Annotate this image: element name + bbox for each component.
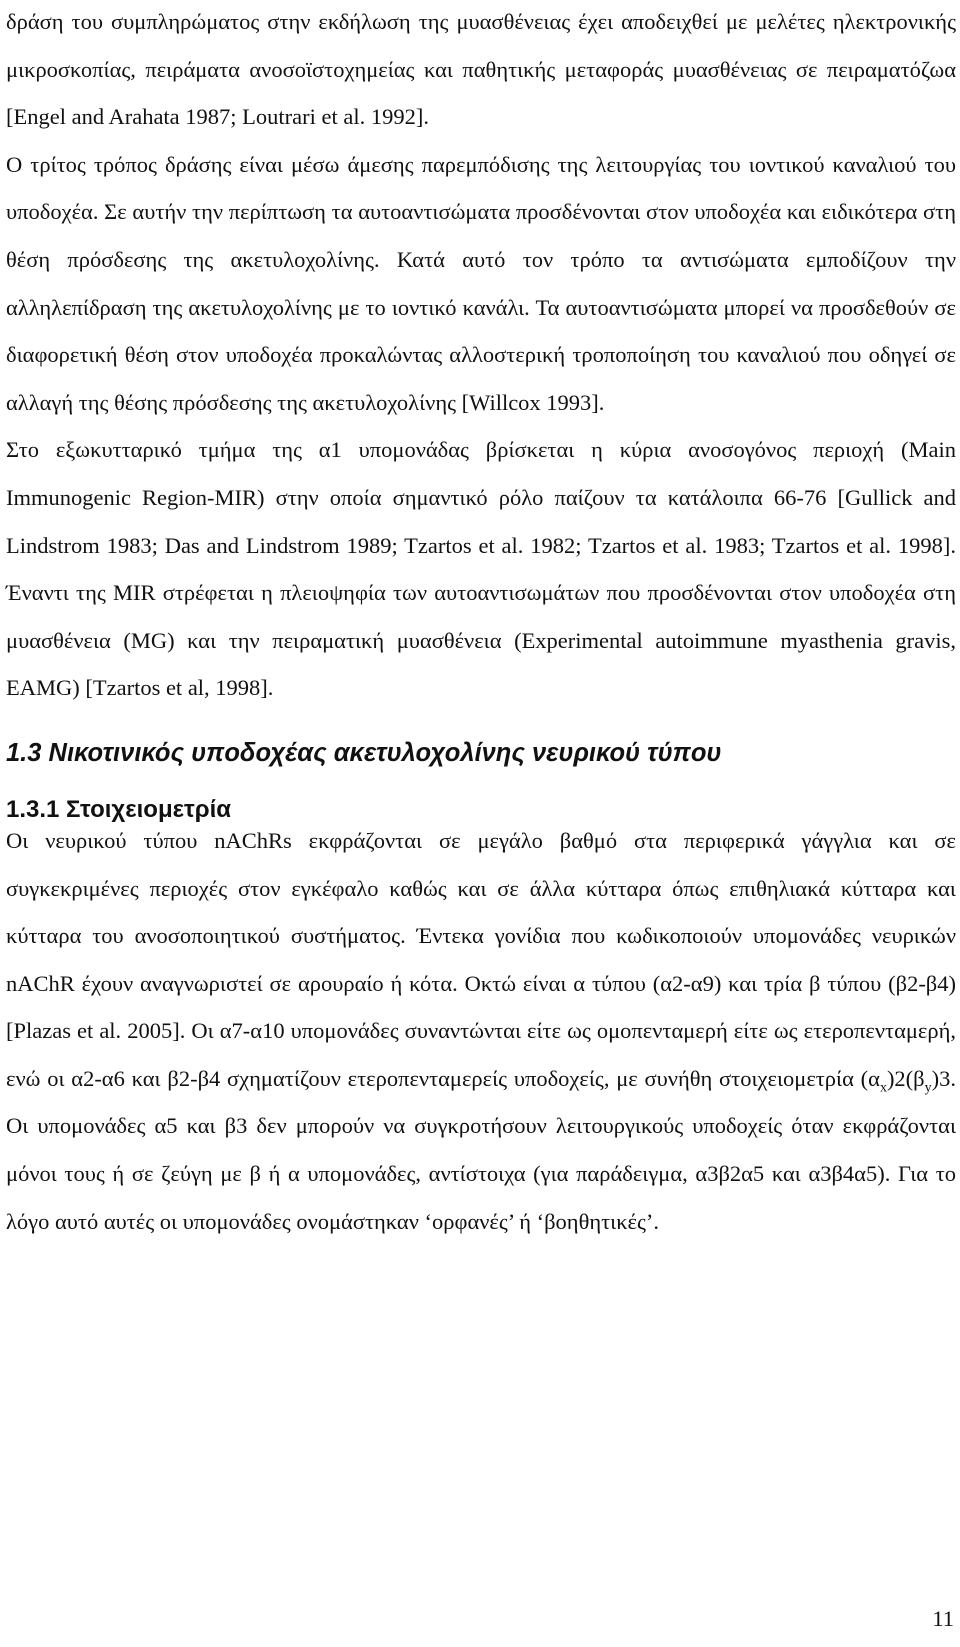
subscript-y: y	[924, 1080, 932, 1096]
page-number: 11	[932, 1606, 954, 1631]
paragraph-text-part: Οι νευρικού τύπου nAChRs εκφράζονται σε μεγάλο βαθμό στα περιφερικά γάγγλια και σε συγκεκριμένες περιοχές στον εγκέφαλο καθώς και σε άλλα κύτταρα όπως επιθηλιακά κύτταρα και κύτταρα του ανοσοποιητικού συστήματος. Έντεκα γονίδια που κωδικοποιούν υπομονάδες νευρικών nAChR έχουν αναγνωριστεί σε αρουραίο ή κότα. Οκτώ είναι α τύπου (α2-α9) και τρία β τύπου (β2-β4) [Plazas et al. 2005]. Οι α7-α10 υπομονάδες συναντώνται είτε ως ομοπενταμερή είτε ως ετεροπενταμερή, ενώ οι α2-α6 και β2-β4 σχηματίζουν ετεροπενταμερείς υποδοχείς, με συνήθη στοιχειομετρία (α	[6, 827, 956, 1091]
subscript-x: x	[879, 1080, 887, 1096]
body-paragraph-third-mechanism: Ο τρίτος τρόπος δράσης είναι μέσω άμεσης παρεμπόδισης της λειτουργίας του ιοντικού καναλιού του υποδοχέα. Σε αυτήν την περίπτωση τα αυτοαντισώματα προσδένονται στον υποδοχέα και ειδικότερα στη θέση πρόσδεσης της ακετυλοχολίνης. Κατά αυτό τον τρόπο τα αντισώματα εμποδίζουν την αλληλεπίδραση της ακετυλοχολίνης με το ιοντικό κανάλι. Τα αυτοαντισώματα μπορεί να προσδεθούν σε διαφορετική θέση στον υποδοχέα προκαλώντας αλλοστερική τροποποίηση του καναλιού που οδηγεί σε αλλαγή της θέσης πρόσδεσης της ακετυλοχολίνης [Willcox 1993].	[6, 151, 956, 415]
body-paragraph-mir: Στο εξωκυτταρικό τμήμα της α1 υπομονάδας βρίσκεται η κύρια ανοσογόνος περιοχή (Main Immunogenic Region-MIR) στην οποία σημαντικό ρόλο παίζουν τα κατάλοιπα 66-76 [Gullick and Lindstrom 1983; Das and Lindstrom 1989; Tzartos et al. 1982; Tzartos et al. 1983; Tzartos et al. 1998]. Έναντι της MIR στρέφεται η πλειοψηφία των αυτοαντισωμάτων που προσδένονται στον υποδοχέα στη μυασθένεια (MG) και την πειραματική μυασθένεια (Experimental autoimmune myasthenia gravis, EAMG) [Tzartos et al, 1998].	[6, 437, 956, 701]
section-heading: 1.3 Νικοτινικός υποδοχέας ακετυλοχολίνης νευρικού τύπου	[6, 738, 722, 767]
body-paragraph-complement: δράση του συμπληρώματος στην εκδήλωση της μυασθένειας έχει αποδειχθεί με μελέτες ηλεκτρονικής μικροσκοπίας, πειράματα ανοσοϊστοχημείας και παθητικής μεταφοράς μυασθένειας σε πειραματόζωα [Engel and Arahata 1987; Loutrari et al. 1992].	[6, 9, 956, 130]
subsection-heading: 1.3.1 Στοιχειομετρία	[6, 795, 231, 823]
paragraph-text-part: )2(β	[886, 1065, 925, 1091]
paragraph-text-part: )3. Οι υπομονάδες α5 και β3 δεν μπορούν να συγκροτήσουν λειτουργικούς υποδοχείς όταν εκφράζονται μόνοι τους ή σε ζεύγη με β ή α υπομονάδες, αντίστοιχα (για παράδειγμα, α3β2α5 και α3β4α5). Για το λόγο αυτό αυτές οι υπομονάδες ονομάστηκαν ‘ορφανές’ ή ‘βοηθητικές’.	[6, 1065, 956, 1234]
body-paragraph-stoichiometry	[6, 817, 956, 1245]
